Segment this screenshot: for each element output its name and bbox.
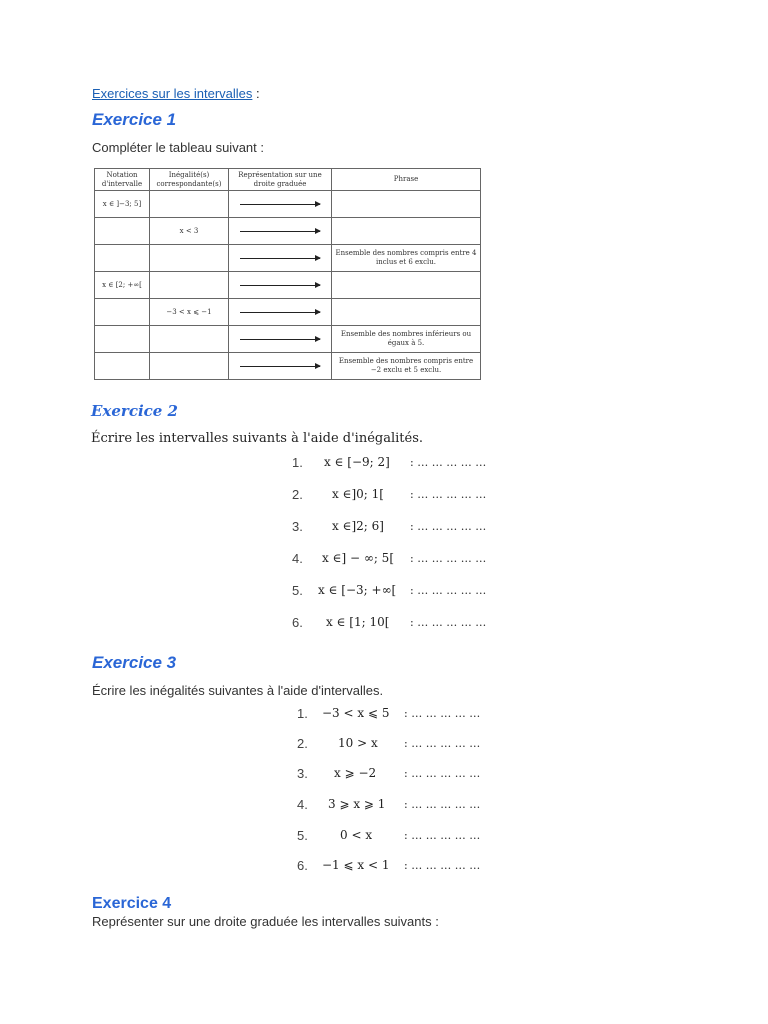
cell-notation: x ∈ [2; +∞[: [95, 272, 150, 299]
cell-notation: [95, 326, 150, 353]
header-notation: Notation d'intervalle: [95, 169, 150, 191]
item-expression: x ∈]0; 1[: [332, 487, 384, 501]
cell-inegalite: [150, 326, 229, 353]
cell-phrase: [332, 299, 481, 326]
answer-blank[interactable]: : … … … … …: [404, 767, 481, 780]
item-expression: 10 > x: [338, 736, 378, 750]
arrow-icon: [240, 258, 320, 259]
cell-representation: [229, 191, 332, 218]
cell-notation: [95, 353, 150, 380]
item-number: 5.: [297, 828, 308, 843]
table-row: [95, 218, 481, 245]
item-number: 6.: [292, 615, 303, 630]
cell-representation: [229, 272, 332, 299]
link-suffix: :: [252, 86, 260, 101]
item-number: 6.: [297, 858, 308, 873]
exercise-4-instruction: Représenter sur une droite graduée les intervalles suivants :: [92, 914, 439, 929]
cell-notation: [95, 245, 150, 272]
arrow-icon: [240, 204, 320, 205]
cell-inegalite: [150, 272, 229, 299]
item-expression: x ∈] − ∞; 5[: [322, 551, 394, 565]
item-number: 1.: [297, 706, 308, 721]
item-expression: x ∈ [−3; +∞[: [318, 583, 397, 597]
cell-phrase: [332, 272, 481, 299]
exercise-2-title: Exercice 2: [91, 402, 178, 420]
exercise-1-instruction: Compléter le tableau suivant :: [92, 140, 264, 155]
item-expression: x ∈]2; 6]: [332, 519, 384, 533]
cell-phrase: Ensemble des nombres compris entre −2 exclu et 5 exclu.: [332, 353, 481, 380]
answer-blank[interactable]: : … … … … …: [410, 488, 487, 501]
cell-phrase: Ensemble des nombres compris entre 4 inclus et 6 exclu.: [332, 245, 481, 272]
item-number: 4.: [297, 797, 308, 812]
answer-blank[interactable]: : … … … … …: [404, 707, 481, 720]
arrow-icon: [240, 366, 320, 367]
answer-blank[interactable]: : … … … … …: [410, 520, 487, 533]
cell-representation: [229, 326, 332, 353]
arrow-icon: [240, 285, 320, 286]
table-row: [95, 326, 481, 353]
item-number: 2.: [297, 736, 308, 751]
item-number: 3.: [292, 519, 303, 534]
item-expression: −3 < x ⩽ 5: [322, 706, 390, 720]
cell-notation: x ∈ ]−3; 5]: [95, 191, 150, 218]
item-expression: −1 ⩽ x < 1: [322, 858, 390, 872]
cell-inegalite: [150, 245, 229, 272]
cell-phrase: [332, 191, 481, 218]
table-row: [95, 272, 481, 299]
exercise-2-instruction: Écrire les intervalles suivants à l'aide d'inégalités.: [91, 431, 424, 446]
intervals-link[interactable]: Exercices sur les intervalles: [92, 86, 253, 101]
item-expression: 0 < x: [340, 828, 373, 842]
item-number: 4.: [292, 551, 303, 566]
table-row: [95, 245, 481, 272]
intervals-link-line: [92, 86, 260, 101]
cell-notation: [95, 299, 150, 326]
answer-blank[interactable]: : … … … … …: [404, 798, 481, 811]
cell-phrase: Ensemble des nombres inférieurs ou égaux à 5.: [332, 326, 481, 353]
answer-blank[interactable]: : … … … … …: [404, 737, 481, 750]
table-header-row: [95, 169, 481, 191]
arrow-icon: [240, 312, 320, 313]
header-phrase: Phrase: [332, 169, 481, 191]
answer-blank[interactable]: : … … … … …: [410, 616, 487, 629]
answer-blank[interactable]: : … … … … …: [410, 552, 487, 565]
table-row: [95, 299, 481, 326]
cell-representation: [229, 245, 332, 272]
exercise-3-title: Exercice 3: [92, 653, 177, 672]
arrow-icon: [240, 339, 320, 340]
answer-blank[interactable]: : … … … … …: [410, 456, 487, 469]
item-number: 2.: [292, 487, 303, 502]
header-inegalite: Inégalité(s) correspondante(s): [150, 169, 229, 191]
cell-notation: [95, 218, 150, 245]
answer-blank[interactable]: : … … … … …: [410, 584, 487, 597]
cell-representation: [229, 353, 332, 380]
answer-blank[interactable]: : … … … … …: [404, 859, 481, 872]
cell-representation: [229, 299, 332, 326]
table-row: [95, 353, 481, 380]
cell-inegalite: [150, 353, 229, 380]
exercise-3-instruction: Écrire les inégalités suivantes à l'aide d'intervalles.: [92, 683, 384, 698]
arrow-icon: [240, 231, 320, 232]
header-representation: Représentation sur une droite graduée: [229, 169, 332, 191]
cell-inegalite: x < 3: [150, 218, 229, 245]
exercise-1-title: Exercice 1: [92, 110, 177, 129]
exercise-1-table: [94, 168, 481, 380]
answer-blank[interactable]: : … … … … …: [404, 829, 481, 842]
cell-inegalite: −3 < x ⩽ −1: [150, 299, 229, 326]
cell-inegalite: [150, 191, 229, 218]
item-number: 5.: [292, 583, 303, 598]
exercise-4-title: Exercice 4: [92, 895, 172, 912]
cell-representation: [229, 218, 332, 245]
item-expression: x ∈ [−9; 2]: [324, 455, 390, 469]
item-expression: x ∈ [1; 10[: [326, 615, 390, 629]
item-number: 1.: [292, 455, 303, 470]
item-number: 3.: [297, 766, 308, 781]
table-row: [95, 191, 481, 218]
item-expression: 3 ⩾ x ⩾ 1: [328, 797, 386, 811]
item-expression: x ⩾ −2: [334, 766, 377, 780]
cell-phrase: [332, 218, 481, 245]
